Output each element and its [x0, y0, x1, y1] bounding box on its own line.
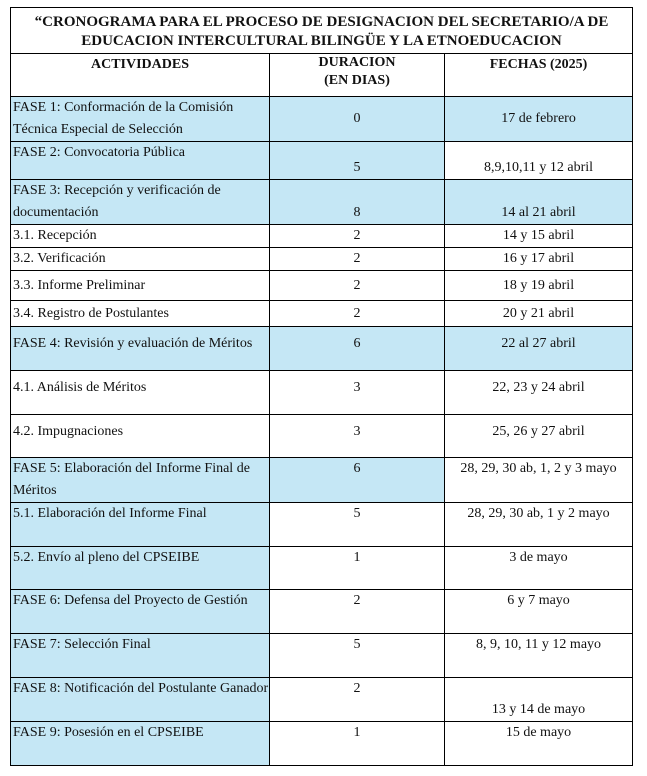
table-row	[11, 371, 633, 415]
duration-cell: 6	[270, 327, 445, 371]
activity-cell: FASE 3: Recepción y verificación de documentación	[11, 180, 270, 225]
table-row	[11, 590, 633, 634]
header-row	[11, 54, 633, 97]
dates-cell: 22 al 27 abril	[445, 327, 633, 371]
table-row	[11, 503, 633, 547]
activity-cell: 4.2. Impugnaciones	[11, 415, 270, 458]
table-row	[11, 722, 633, 766]
header-activities: ACTIVIDADES	[11, 54, 270, 97]
activity-cell: 3.3. Informe Preliminar	[11, 271, 270, 301]
dates-cell: 3 de mayo	[445, 547, 633, 590]
header-duration-line2: (EN DIAS)	[324, 73, 390, 88]
activity-cell: 3.2. Verificación	[11, 248, 270, 271]
activity-cell: 5.2. Envío al pleno del CPSEIBE	[11, 547, 270, 590]
activity-cell: FASE 1: Conformación de la Comisión Técnica Especial de Selección	[11, 97, 270, 142]
dates-cell: 13 y 14 de mayo	[445, 678, 633, 722]
dates-cell: 20 y 21 abril	[445, 301, 633, 327]
title-row	[11, 8, 633, 54]
duration-cell: 8	[270, 180, 445, 225]
table-row	[11, 634, 633, 678]
table-row	[11, 180, 633, 225]
table-row	[11, 97, 633, 142]
table-row	[11, 547, 633, 590]
activity-cell: FASE 5: Elaboración del Informe Final de Méritos	[11, 458, 270, 503]
duration-cell: 2	[270, 590, 445, 634]
header-duration-line1: DURACION	[318, 55, 396, 70]
table-row	[11, 327, 633, 371]
duration-cell: 2	[270, 301, 445, 327]
header-duration	[270, 54, 445, 97]
dates-cell: 16 y 17 abril	[445, 248, 633, 271]
table-row	[11, 458, 633, 503]
dates-cell: 28, 29, 30 ab, 1 y 2 mayo	[445, 503, 633, 547]
schedule-table	[10, 7, 633, 766]
table-row	[11, 271, 633, 301]
activity-cell: 3.4. Registro de Postulantes	[11, 301, 270, 327]
dates-cell: 28, 29, 30 ab, 1, 2 y 3 mayo	[445, 458, 633, 503]
dates-cell: 8,9,10,11 y 12 abril	[445, 142, 633, 180]
dates-cell: 17 de febrero	[445, 97, 633, 142]
activity-cell: 4.1. Análisis de Méritos	[11, 371, 270, 415]
duration-cell: 5	[270, 142, 445, 180]
duration-cell: 0	[270, 97, 445, 142]
activity-cell: FASE 6: Defensa del Proyecto de Gestión	[11, 590, 270, 634]
duration-cell: 2	[270, 678, 445, 722]
duration-cell: 3	[270, 371, 445, 415]
dates-cell: 18 y 19 abril	[445, 271, 633, 301]
duration-cell: 2	[270, 271, 445, 301]
table-row	[11, 225, 633, 248]
header-dates: FECHAS (2025)	[445, 54, 633, 97]
dates-cell: 22, 23 y 24 abril	[445, 371, 633, 415]
activity-cell: 5.1. Elaboración del Informe Final	[11, 503, 270, 547]
duration-cell: 1	[270, 547, 445, 590]
table-row	[11, 301, 633, 327]
duration-cell: 5	[270, 503, 445, 547]
dates-cell: 14 y 15 abril	[445, 225, 633, 248]
duration-cell: 5	[270, 634, 445, 678]
activity-cell: FASE 4: Revisión y evaluación de Méritos	[11, 327, 270, 371]
duration-cell: 2	[270, 225, 445, 248]
dates-cell: 8, 9, 10, 11 y 12 mayo	[445, 634, 633, 678]
duration-cell: 1	[270, 722, 445, 766]
activity-cell: FASE 2: Convocatoria Pública	[11, 142, 270, 180]
activity-cell: FASE 9: Posesión en el CPSEIBE	[11, 722, 270, 766]
dates-cell: 25, 26 y 27 abril	[445, 415, 633, 458]
activity-cell: FASE 8: Notificación del Postulante Ganador	[11, 678, 270, 722]
table-row	[11, 678, 633, 722]
duration-cell: 6	[270, 458, 445, 503]
dates-cell: 6 y 7 mayo	[445, 590, 633, 634]
activity-cell: FASE 7: Selección Final	[11, 634, 270, 678]
duration-cell: 2	[270, 248, 445, 271]
dates-cell: 14 al 21 abril	[445, 180, 633, 225]
table-title: “CRONOGRAMA PARA EL PROCESO DE DESIGNACION DEL SECRETARIO/A DE EDUCACION INTERCULTURAL BILINGÜE Y LA ETNOEDUCACION	[11, 8, 633, 54]
activity-cell: 3.1. Recepción	[11, 225, 270, 248]
table-row	[11, 142, 633, 180]
table-row	[11, 248, 633, 271]
dates-cell: 15 de mayo	[445, 722, 633, 766]
table-row	[11, 415, 633, 458]
duration-cell: 3	[270, 415, 445, 458]
